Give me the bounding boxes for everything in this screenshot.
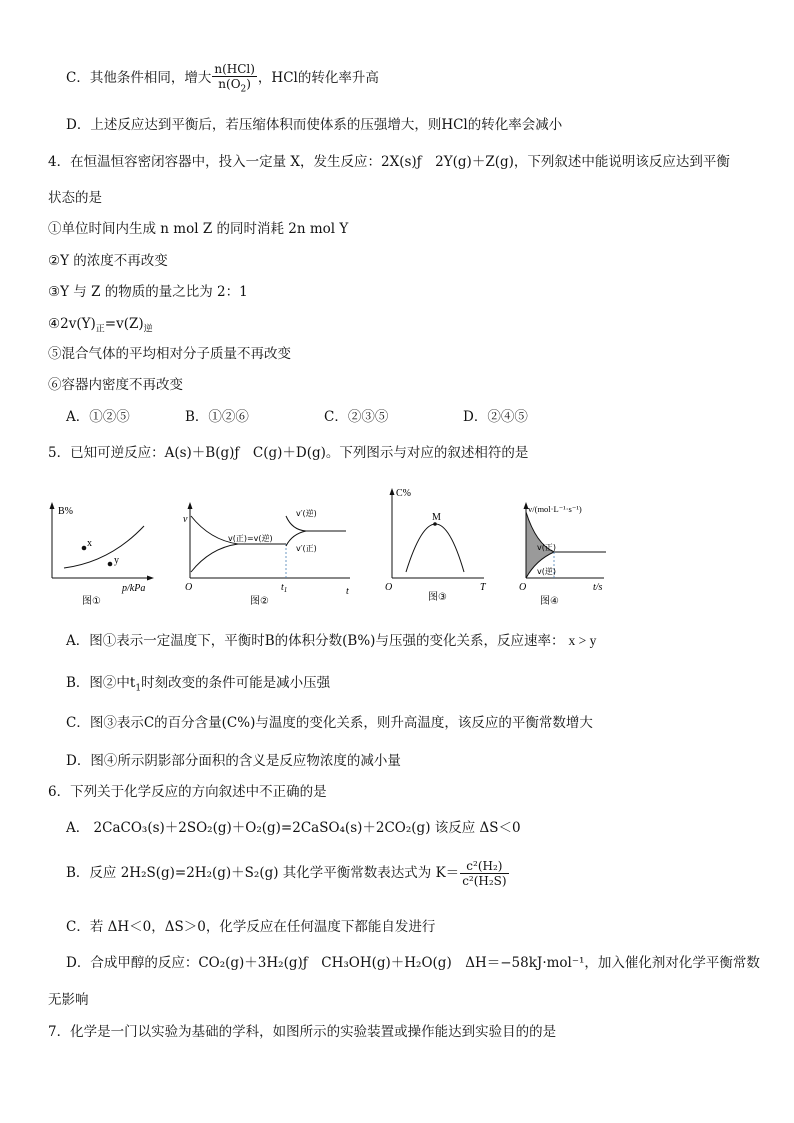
g3-peak-label: M — [432, 512, 441, 523]
q4-option-a[interactable]: A．①②⑤ — [66, 409, 130, 425]
g1-x-arrow-icon — [147, 576, 154, 581]
g2-upper-label: v′(逆) — [296, 509, 317, 518]
g2-caption: 图② — [250, 596, 269, 607]
q4-item-4-mid: =v(Z) — [104, 316, 144, 332]
q4-options — [66, 411, 528, 425]
q4-option-c[interactable]: C．②③⑤ — [324, 409, 389, 425]
g1-ylabel: B% — [58, 506, 73, 517]
q6-stem: 6．下列关于化学反应的方向叙述中不正确的是 — [48, 784, 327, 800]
g3-caption: 图③ — [428, 592, 447, 603]
g2-y-arrow-icon — [188, 502, 193, 509]
g3-origin: O — [385, 582, 393, 593]
q3-c-fraction — [212, 63, 257, 94]
g2-origin: O — [185, 582, 193, 593]
g4-origin: O — [519, 582, 527, 593]
q5-b-pre: B．图②中t — [66, 675, 136, 691]
q3-c-numerator: n(HCl) — [214, 62, 255, 76]
q4-item-4-sub1: 正 — [95, 324, 105, 335]
g4-upper-label: v(正) — [537, 543, 556, 552]
q3-c-den-text: n(O — [218, 77, 241, 91]
q5-graph-2 — [180, 486, 358, 608]
q5-graph-3 — [380, 486, 492, 608]
q4-item-4 — [48, 318, 153, 335]
q5-b-post: 时刻改变的条件可能是减小压强 — [141, 675, 331, 691]
q4-item-6: ⑥容器内密度不再改变 — [48, 377, 183, 393]
g3-ylabel: C% — [396, 488, 411, 499]
q5-graph-1 — [40, 486, 158, 608]
q3-c-den-end: ) — [246, 77, 251, 91]
g2-t1-text: t — [281, 582, 284, 593]
g4-caption: 图④ — [540, 596, 559, 607]
g2-t1-label — [281, 582, 287, 594]
q3-c-prefix: C．其他条件相同，增大 — [66, 70, 212, 87]
g1-point-x — [82, 546, 87, 551]
q7-stem: 7．化学是一门以实验为基础的学科，如图所示的实验装置或操作能达到实验目的的是 — [48, 1024, 557, 1040]
g4-ylabel: v/(mol·L⁻¹·s⁻¹) — [528, 504, 582, 514]
g2-t1-sub: 1 — [283, 586, 288, 594]
g3-y-arrow-icon — [390, 488, 395, 495]
g2-xlabel: t — [346, 586, 349, 597]
g3-xlabel: T — [480, 582, 486, 593]
q5-a-math: x > y — [568, 633, 597, 648]
q3-c-denominator — [212, 77, 257, 94]
q4-stem-line1: 4．在恒温恒容密闭容器中，投入一定量 X，发生反应：2X(s)ƒ 2Y(g)＋Z(g)，下列叙述中能说明该反应达到平衡 — [48, 154, 730, 170]
q3-option-d: D．上述反应达到平衡后，若压缩体积而使体系的压强增大，则HCl的转化率会减小 — [66, 117, 563, 133]
q5-option-b[interactable] — [66, 677, 330, 694]
q3-option-c — [66, 63, 379, 94]
q3-c-suffix: ，HCl的转化率升高 — [257, 70, 379, 87]
q5-stem: 5．已知可逆反应：A(s)＋B(g)ƒ C(g)＋D(g)。下列图示与对应的叙述相符的是 — [48, 445, 529, 461]
q5-graph-4 — [514, 486, 614, 608]
q6-option-d-line2: 无影响 — [48, 992, 89, 1008]
g2-ylabel: v — [183, 514, 188, 525]
q4-item-4-sub2: 逆 — [143, 324, 153, 335]
g1-xlabel: p/kPa — [122, 583, 146, 594]
q4-item-3: ③Y 与 Z 的物质的量之比为 2：1 — [48, 284, 248, 300]
q3-c-den-sub: 2 — [240, 84, 247, 95]
q4-stem-line2: 状态的是 — [48, 190, 102, 206]
g1-label-y: y — [114, 555, 119, 566]
q5-option-a[interactable] — [66, 634, 596, 649]
q6-b-numerator: c²(H₂) — [460, 860, 508, 874]
q6-option-d-line1[interactable]: D．合成甲醇的反应：CO₂(g)＋3H₂(g)ƒ CH₃OH(g)＋H₂O(g) ΔH＝−58kJ·mol⁻¹，加入催化剂对化学平衡常数 — [66, 955, 760, 971]
q6-option-c[interactable]: C．若 ΔH＜0，ΔS＞0，化学反应在任何温度下都能自发进行 — [66, 919, 436, 935]
q4-option-b[interactable]: B．①②⑥ — [185, 409, 249, 425]
g3-curve — [406, 524, 464, 572]
q6-option-b[interactable] — [66, 860, 510, 887]
g2-eq-label: v(正)=v(逆) — [228, 534, 273, 543]
q4-option-d[interactable]: D．②④⑤ — [463, 409, 528, 425]
g2-reverse-rate — [191, 544, 238, 572]
q4-item-5: ⑤混合气体的平均相对分子质量不再改变 — [48, 346, 291, 362]
g1-y-arrow-icon — [50, 502, 55, 509]
q4-item-2: ②Y 的浓度不再改变 — [48, 253, 168, 269]
q6-b-fraction — [460, 860, 508, 887]
g1-caption: 图① — [82, 596, 101, 607]
q4-item-1: ①单位时间内生成 n mol Z 的同时消耗 2n mol Y — [48, 221, 349, 237]
g4-xlabel: t/s — [593, 582, 603, 593]
q5-b-sub: 1 — [135, 683, 142, 694]
q6-b-pre: B．反应 2H₂S(g)=2H₂(g)＋S₂(g) 其化学平衡常数表达式为 K＝ — [66, 865, 460, 881]
g1-point-y — [108, 562, 113, 567]
q4-item-4-pre: ④2v(Y) — [48, 316, 96, 332]
g1-label-x: x — [87, 538, 92, 549]
g2-new-reverse-rate — [286, 516, 346, 531]
q5-a-text: A．图①表示一定温度下，平衡时B的体积分数(B%)与压强的变化关系，反应速率： — [66, 633, 565, 649]
g1-curve — [64, 526, 144, 568]
g4-lower-label: v(逆) — [537, 567, 556, 576]
q5-option-d[interactable]: D．图④所示阴影部分面积的含义是反应物浓度的减小量 — [66, 753, 401, 769]
q5-option-c[interactable]: C．图③表示C的百分含量(C%)与温度的变化关系，则升高温度，该反应的平衡常数增大 — [66, 715, 593, 731]
q6-b-denominator: c²(H₂S) — [462, 874, 507, 888]
g2-lower-label: v′(正) — [296, 544, 317, 553]
q6-option-a[interactable]: A． 2CaCO₃(s)＋2SO₂(g)＋O₂(g)=2CaSO₄(s)＋2CO₂(g) 该反应 ΔS＜0 — [66, 820, 521, 836]
